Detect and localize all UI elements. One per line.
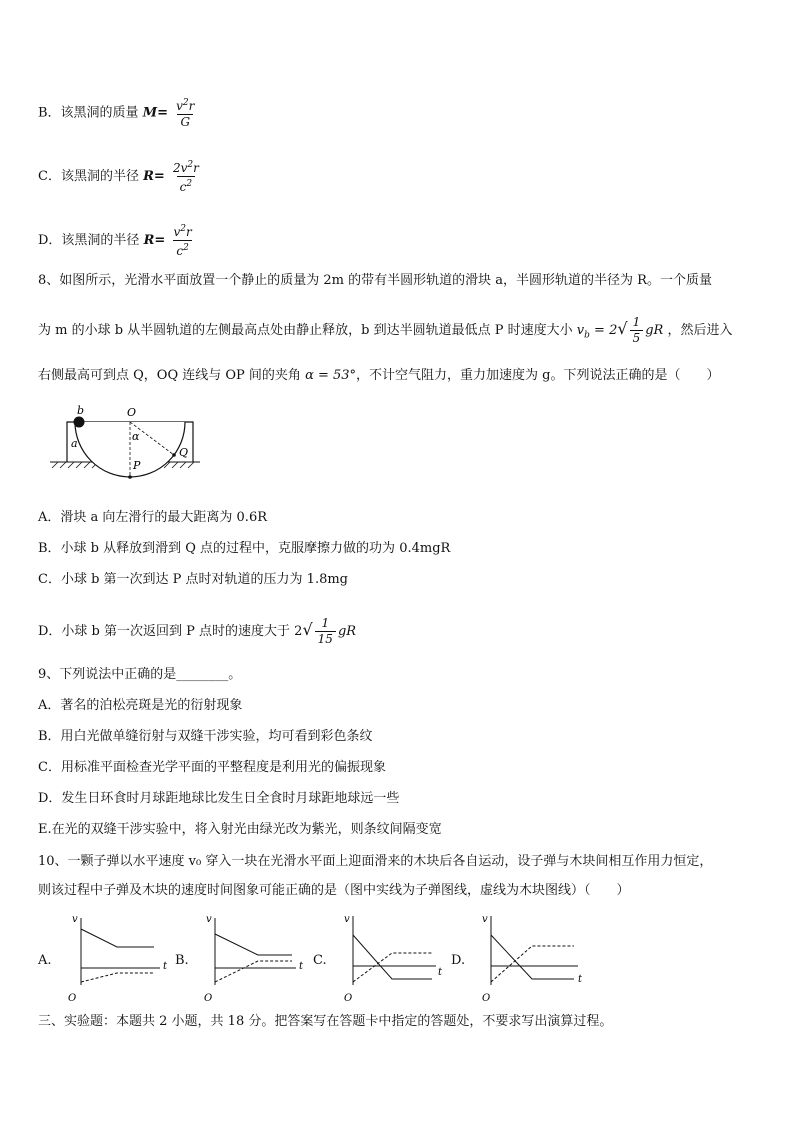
label-b: b xyxy=(77,404,85,417)
numerator: v xyxy=(173,225,181,239)
sup: 2 xyxy=(183,243,189,253)
stem-text: ，不计空气阻力，重力加速度为 g。下列说法正确的是（ ） xyxy=(356,368,720,383)
denominator: c xyxy=(179,180,187,194)
label-a: a xyxy=(71,437,78,450)
variable: R xyxy=(143,169,154,184)
label-t: t xyxy=(578,974,583,985)
q9-option-b: B．用白光做单缝衍射与双缝干涉实验，均可看到彩色条纹 xyxy=(38,729,373,744)
q9-option-a: A．著名的泊松亮斑是光的衍射现象 xyxy=(38,698,243,713)
formula-sub: b xyxy=(584,330,590,341)
equals: = xyxy=(154,233,166,248)
denominator: c xyxy=(176,244,184,258)
label-o: O xyxy=(344,993,353,1004)
label-q: Q xyxy=(179,446,189,459)
label-v: v xyxy=(72,914,78,925)
q9-option-d: D．发生日环食时月球距地球比发生日全食时月球距地球远一些 xyxy=(38,791,400,806)
point-p xyxy=(128,475,132,479)
q8-figure xyxy=(50,402,210,492)
q8-stem-line2: 为 m 的小球 b 从半圆轨道的左侧最高点处由静止释放，b 到达半圆轨道最低点 P 时速度大小 $v_b = 2√$ $\frac{1}{5}$ gR ，然后进入 xyxy=(38,315,733,345)
equals: = xyxy=(153,169,165,184)
graph-a xyxy=(62,912,172,1004)
bullet-line xyxy=(353,935,432,979)
variable: M xyxy=(142,105,158,121)
stem-text: ，然后进入 xyxy=(667,323,733,338)
q8-option-c: C．小球 b 第一次到达 P 点时对轨道的压力为 1.8mg xyxy=(38,572,349,587)
sup: 2 xyxy=(187,160,194,170)
numerator-r: r xyxy=(193,161,199,175)
q9-option-e: E.在光的双缝干涉实验中，将入射光由绿光改为紫光，则条纹间隔变宽 xyxy=(38,822,442,837)
option-text: D．小球 b 第一次返回到 P 点时的速度大于 xyxy=(38,624,291,639)
graph-label-d: D. xyxy=(451,953,466,968)
bullet-line xyxy=(81,929,154,947)
q8-option-a: A．滑块 a 向左滑行的最大距离为 0.6R xyxy=(38,510,267,525)
q10-stem-line2: 则该过程中子弹及木块的速度时间图象可能正确的是（图中实线为子弹图线，虚线为木块图线）（ ） xyxy=(38,883,630,898)
q7-option-c xyxy=(38,158,203,195)
fraction xyxy=(630,315,644,346)
fraction xyxy=(315,616,336,647)
q10-stem-line1: 10、一颗子弹以水平速度 v₀ 穿入一块在光滑水平面上迎面滑来的木块后各自运动，设子弹与木块间相互作用力恒定， xyxy=(38,854,713,869)
fraction xyxy=(174,96,196,130)
variable: R xyxy=(143,233,155,248)
graph-label-a: A. xyxy=(38,953,52,968)
block-line xyxy=(215,961,292,982)
option-text: B．该黑洞的质量 xyxy=(38,105,139,121)
numerator: 2v xyxy=(172,161,188,175)
numerator-r: r xyxy=(185,225,192,239)
option-text: D．该黑洞的半径 xyxy=(38,233,140,248)
formula-eq: = 2 xyxy=(589,323,618,338)
graph-label-c: C. xyxy=(313,953,327,968)
equals: = xyxy=(157,105,168,121)
block-line xyxy=(353,953,432,982)
formula-tail: gR xyxy=(645,323,664,338)
q8-stem-line3 xyxy=(38,366,720,386)
denominator: 5 xyxy=(630,330,644,346)
q7-option-b xyxy=(38,96,198,130)
denominator: G xyxy=(177,114,193,130)
ball-b xyxy=(74,417,85,428)
point-q xyxy=(172,453,176,457)
numerator-r: r xyxy=(188,99,195,113)
sup: 2 xyxy=(182,98,189,108)
label-o: O xyxy=(204,993,213,1004)
label-v: v xyxy=(482,914,488,925)
vb-formula xyxy=(576,323,618,341)
block-line xyxy=(491,946,574,982)
label-v: v xyxy=(344,914,350,925)
denominator: 15 xyxy=(315,631,336,647)
stem-text: 为 m 的小球 b 从半圆轨道的左侧最高点处由静止释放，b 到达半圆轨道最低点 P 时速度大小 xyxy=(38,323,573,338)
label-v: v xyxy=(206,914,212,925)
q9-stem: 9、下列说法中正确的是________。 xyxy=(38,667,242,682)
label-t: t xyxy=(299,961,304,972)
numerator: v xyxy=(176,99,183,113)
formula-tail: gR xyxy=(337,624,357,639)
graph-b xyxy=(198,912,308,1004)
q8-stem-line1: 8、如图所示，光滑水平面放置一个静止的质量为 2m 的带有半圆形轨道的滑块 a，半圆形轨道的半径为 R。一个质量 xyxy=(38,273,712,288)
q7-option-d xyxy=(38,222,196,259)
label-o: O xyxy=(68,993,77,1004)
graph-d xyxy=(474,908,589,1004)
fraction xyxy=(171,158,201,195)
q8-option-d: D．小球 b 第一次返回到 P 点时的速度大于 2√ $\frac{1}{15}$ gR xyxy=(38,616,357,646)
graph-c xyxy=(336,908,446,1004)
label-t: t xyxy=(438,967,443,978)
block-line xyxy=(81,973,154,982)
label-p: P xyxy=(133,459,141,472)
sup: 2 xyxy=(186,179,193,189)
option-text: C．该黑洞的半径 xyxy=(38,169,139,184)
graph-label-b: B. xyxy=(175,953,189,968)
numerator: 1 xyxy=(321,616,330,630)
label-o: O xyxy=(127,406,137,419)
bullet-line xyxy=(491,935,574,979)
label-t: t xyxy=(163,961,168,972)
formula-v: v xyxy=(576,323,585,338)
label-o: O xyxy=(482,993,491,1004)
fraction xyxy=(171,222,193,259)
alpha-value: α = 53° xyxy=(305,368,357,383)
section-3-heading: 三、实验题：本题共 2 小题，共 18 分。把答案写在答题卡中指定的答题处，不要求写出演算过程。 xyxy=(38,1014,613,1029)
coefficient: 2 xyxy=(294,624,303,639)
label-alpha: α xyxy=(132,430,140,443)
sup: 2 xyxy=(180,224,186,234)
numerator: 1 xyxy=(632,315,641,329)
q9-option-c: C．用标准平面检查光学平面的平整程度是利用光的偏振现象 xyxy=(38,760,386,775)
q8-option-b: B．小球 b 从释放到滑到 Q 点的过程中，克服摩擦力做的功为 0.4mgR xyxy=(38,541,451,556)
stem-text: 右侧最高可到点 Q，OQ 连线与 OP 间的夹角 xyxy=(38,368,301,383)
bullet-line xyxy=(215,934,292,955)
